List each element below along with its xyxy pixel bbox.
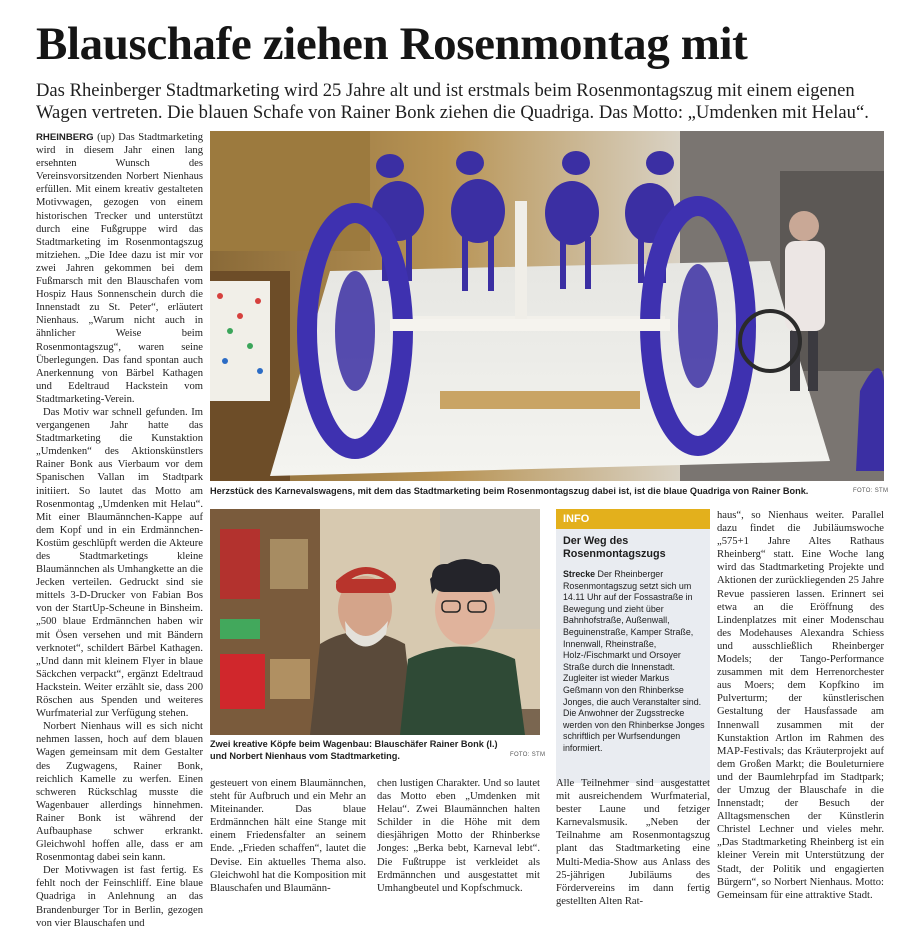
dateline: RHEINBERG xyxy=(36,132,94,143)
text-column-4: Alle Teilnehmer sind ausgestattet mit ausreichendem Wurfmaterial, bester Laune und fetziger Karnevalsmusik. „Neben der Teilnahme am Rosenmontagszug plant das Stadtmarketing eine Multi-Media-Show aus Anlass des 25-jährigen Jubiläums des Fördervereins im dann fertig gestellten Alten Rat- xyxy=(556,778,710,907)
article-lead: Das Rheinberger Stadtmarketing wird 25 Jahre alt und ist erstmals beim Rosenmontagszug mit einem eigenen Wagen vertreten. Die blauen Schafe von Rainer Bonk ziehen die Quadriga. Das Motto: „Umdenken mit Helau“. xyxy=(36,80,869,123)
text-column-1 xyxy=(36,131,203,930)
photo-two-men-caption: Zwei kreative Köpfe beim Wagenbau: Blauschäfer Rainer Bonk (l.) und Norbert Nienhaus vom Stadtmarketing. xyxy=(210,739,498,761)
info-lead-word: Strecke xyxy=(563,569,596,579)
paragraph-4: Der Motivwagen ist fast fertig. Es fehlt noch der Feinschliff. Eine blaue Quadriga in Anlehnung an das Brandenburger Tor in Berlin, gezogen von vier Blauschafen und xyxy=(36,865,203,929)
photo-quadriga-credit: FOTO: STM xyxy=(853,488,889,494)
photo-quadriga-caption: Herzstück des Karnevalswagens, mit dem das Stadtmarketing beim Rosenmontagszug dabei ist, ist die blaue Quadriga von Rainer Bonk. xyxy=(210,486,809,496)
photo-two-men xyxy=(210,509,540,735)
paragraph-2: Das Motiv war schnell gefunden. Im vergangenen Jahr hatte das Stadtmarketing die Kunstaktion „Umdenken“ des Aktionskünstlers Rainer Bonk aus Vierbaum vor dem Spanischen Vallan im Stadtpark initiiert. So lautet das Motto am Rosenmontag „Umdenken mit Helau“. Mit einer Blaumännchen-Kappe auf dem Kopf und in ein Erdmännchen-Kostüm geschlüpft werden die Akteure des Stadtmarketings kleine Blaumännchen als Umhangkette an die Jecken verteilen. Gedruckt sind sie mittels 3-D-Drucker von Fabian Bos von der StartUp-Scheune in Binsheim. „500 blaue Erdmännchen haben wir mit Ösen versehen und mit Bändern verknotet“, schildert Bärbel Kathagen. „Und dann mit kleinem Flyer in blaue Säckchen verpackt“, ergänzt Edeltraud Hackstein. Weiter erzählt sie, dass 200 Röschen aus Spenden und weiteres Wurfmaterial zur Verfügung stehen. xyxy=(36,406,203,720)
photo-two-men-credit: FOTO: STM xyxy=(510,752,546,758)
text-column-3: chen lustigen Charakter. Und so lautet das Motto eben „Umdenken mit Helau“. Zwei Blaumännchen halten Schilder in die Höhe mit dem diesjährigen Motto der Rhinberkse Jonges: „Berka bebt, Karneval lebt“. Die Fußtruppe ist verkleidet als Erdmännchen und ausgestattet mit Umhangbeutel und Kopfschmuck. xyxy=(377,778,540,894)
info-box-body: Strecke Der Rheinberger Rosenmontagszug setzt sich um 14.11 Uhr auf der Fossastraße in Bewegung und zieht über Bahnhofstraße, Außenwall, Beguinenstraße, Kamper Straße, Innenwall, Rheinstraße, Holz-/Fischmarkt und Orsoyer Straße durch die Innenstadt. Zugleiter ist wieder Markus Geßmann von den Rhinberkse Jonges, die auch Veranstalter sind. Die Anwohner der Zugsstrecke werden von den Rhinberkse Jonges schriftlich per Wurfsendungen informiert. xyxy=(563,569,705,753)
paragraph-3: Norbert Nienhaus will es sich nicht nehmen lassen, hoch auf dem blauen Wagen gemeinsam mit dem Gestalter des Zugwagens, Rainer Bonk, reichlich Kamelle zu werfen. Einen schweren Rückschlag musste die Wagenbauer allerdings hinnehmen. Rainer Bonk ist während der Aufbauphase schwer erkrankt. Gleichwohl hoffen alle, dass er am Rosenmontag dabei sein kann. xyxy=(36,721,203,864)
text-column-5: haus“, so Nienhaus weiter. Parallel dazu findet die Jubiläumswoche „575+1 Jahre Altes Rathaus Rheinberg“ statt. Eine Woche lang wird das Stadtmarketing Projekte und Aktionen der zurückliegenden 25 Jahre Revue passieren lassen. Erinnert sei etwa an die Eröffnung des Lindenplatzes mit einer Modenschau des Modehauses Alexandra Schiess und ausschließlich Rheinberger Models; der Tango-Performance zusammen mit dem Herrenorchester aus Moers; dem Kopfkino im Pulverturm; der künstlerischen Gestaltung der Hausfassade am Innenwall zusammen mit der Kunstaktion Artlon im Rahmen des MAP-Festivals; das Kräuterprojekt auf dem Großen Markt; die Bouleturniere und der Baumlehrpfad im Stadtpark; der Umzug der Blauschafe in die Innenstadt; der Besuch der Alltagsmenschen der Künstlerin Christel Lechner und vieles mehr. „Das Stadtmarketing Rheinberg ist ein kleiner Verein mit Unterstützung der Stadt, der Politik und engagierten Bürgern“, so Norbert Nienhaus. Motto: Gemeinsam für eine attraktive Stadt. xyxy=(717,510,884,901)
paragraph-1: RHEINBERG (up) Das Stadtmarketing wird in diesem Jahr einen lang ersehnten Wunsch des Vereinsvorsitzenden Norbert Nienhaus erfüllen. Mit einem kreativ gestalteten Motivwagen, gezogen von einem historischen Trecker und unterstützt durch eine Fußgruppe wird das Stadtmarketing im Rosenmontagszug mitziehen. „Die Idee dazu ist mir vor zwei Jahren gekommen bei dem Fußmarsch mit den Blauschafen vom Hospiz Haus Sonnenschein durch die Innenstadt zu St. Peter“, erläutert Nienhaus. „Warum nicht auch in ähnlicher Weise beim Rosenmontagszug“, waren seine Überlegungen. Das fand spontan auch Anerkennung von Bärbel Kathagen und Edeltraud Hackstein vom Stadtmarketing-Verein. xyxy=(36,132,203,405)
photo-quadriga xyxy=(210,131,884,481)
article-headline: Blauschafe ziehen Rosenmontag mit xyxy=(36,18,748,70)
quadriga-illustration xyxy=(210,131,884,481)
text-column-2: gesteuert von einem Blaumännchen, steht für Aufbruch und ein Mehr an Miteinander. Das blaue Erdmännchen hält eine Stange mit einem Friedensfalter an seinem Ende. „Frieden schaffen“, lautet die Devise. Ein aktuelles Thema also. Gleichwohl hat die Komposition mit Blauschafen und Blaumänn- xyxy=(210,778,366,894)
info-box-tag: INFO xyxy=(556,509,710,529)
portrait-illustration xyxy=(210,509,540,735)
byline: (up) xyxy=(93,132,119,143)
info-box-title: Der Weg des Rosenmontagszugs xyxy=(563,535,666,560)
